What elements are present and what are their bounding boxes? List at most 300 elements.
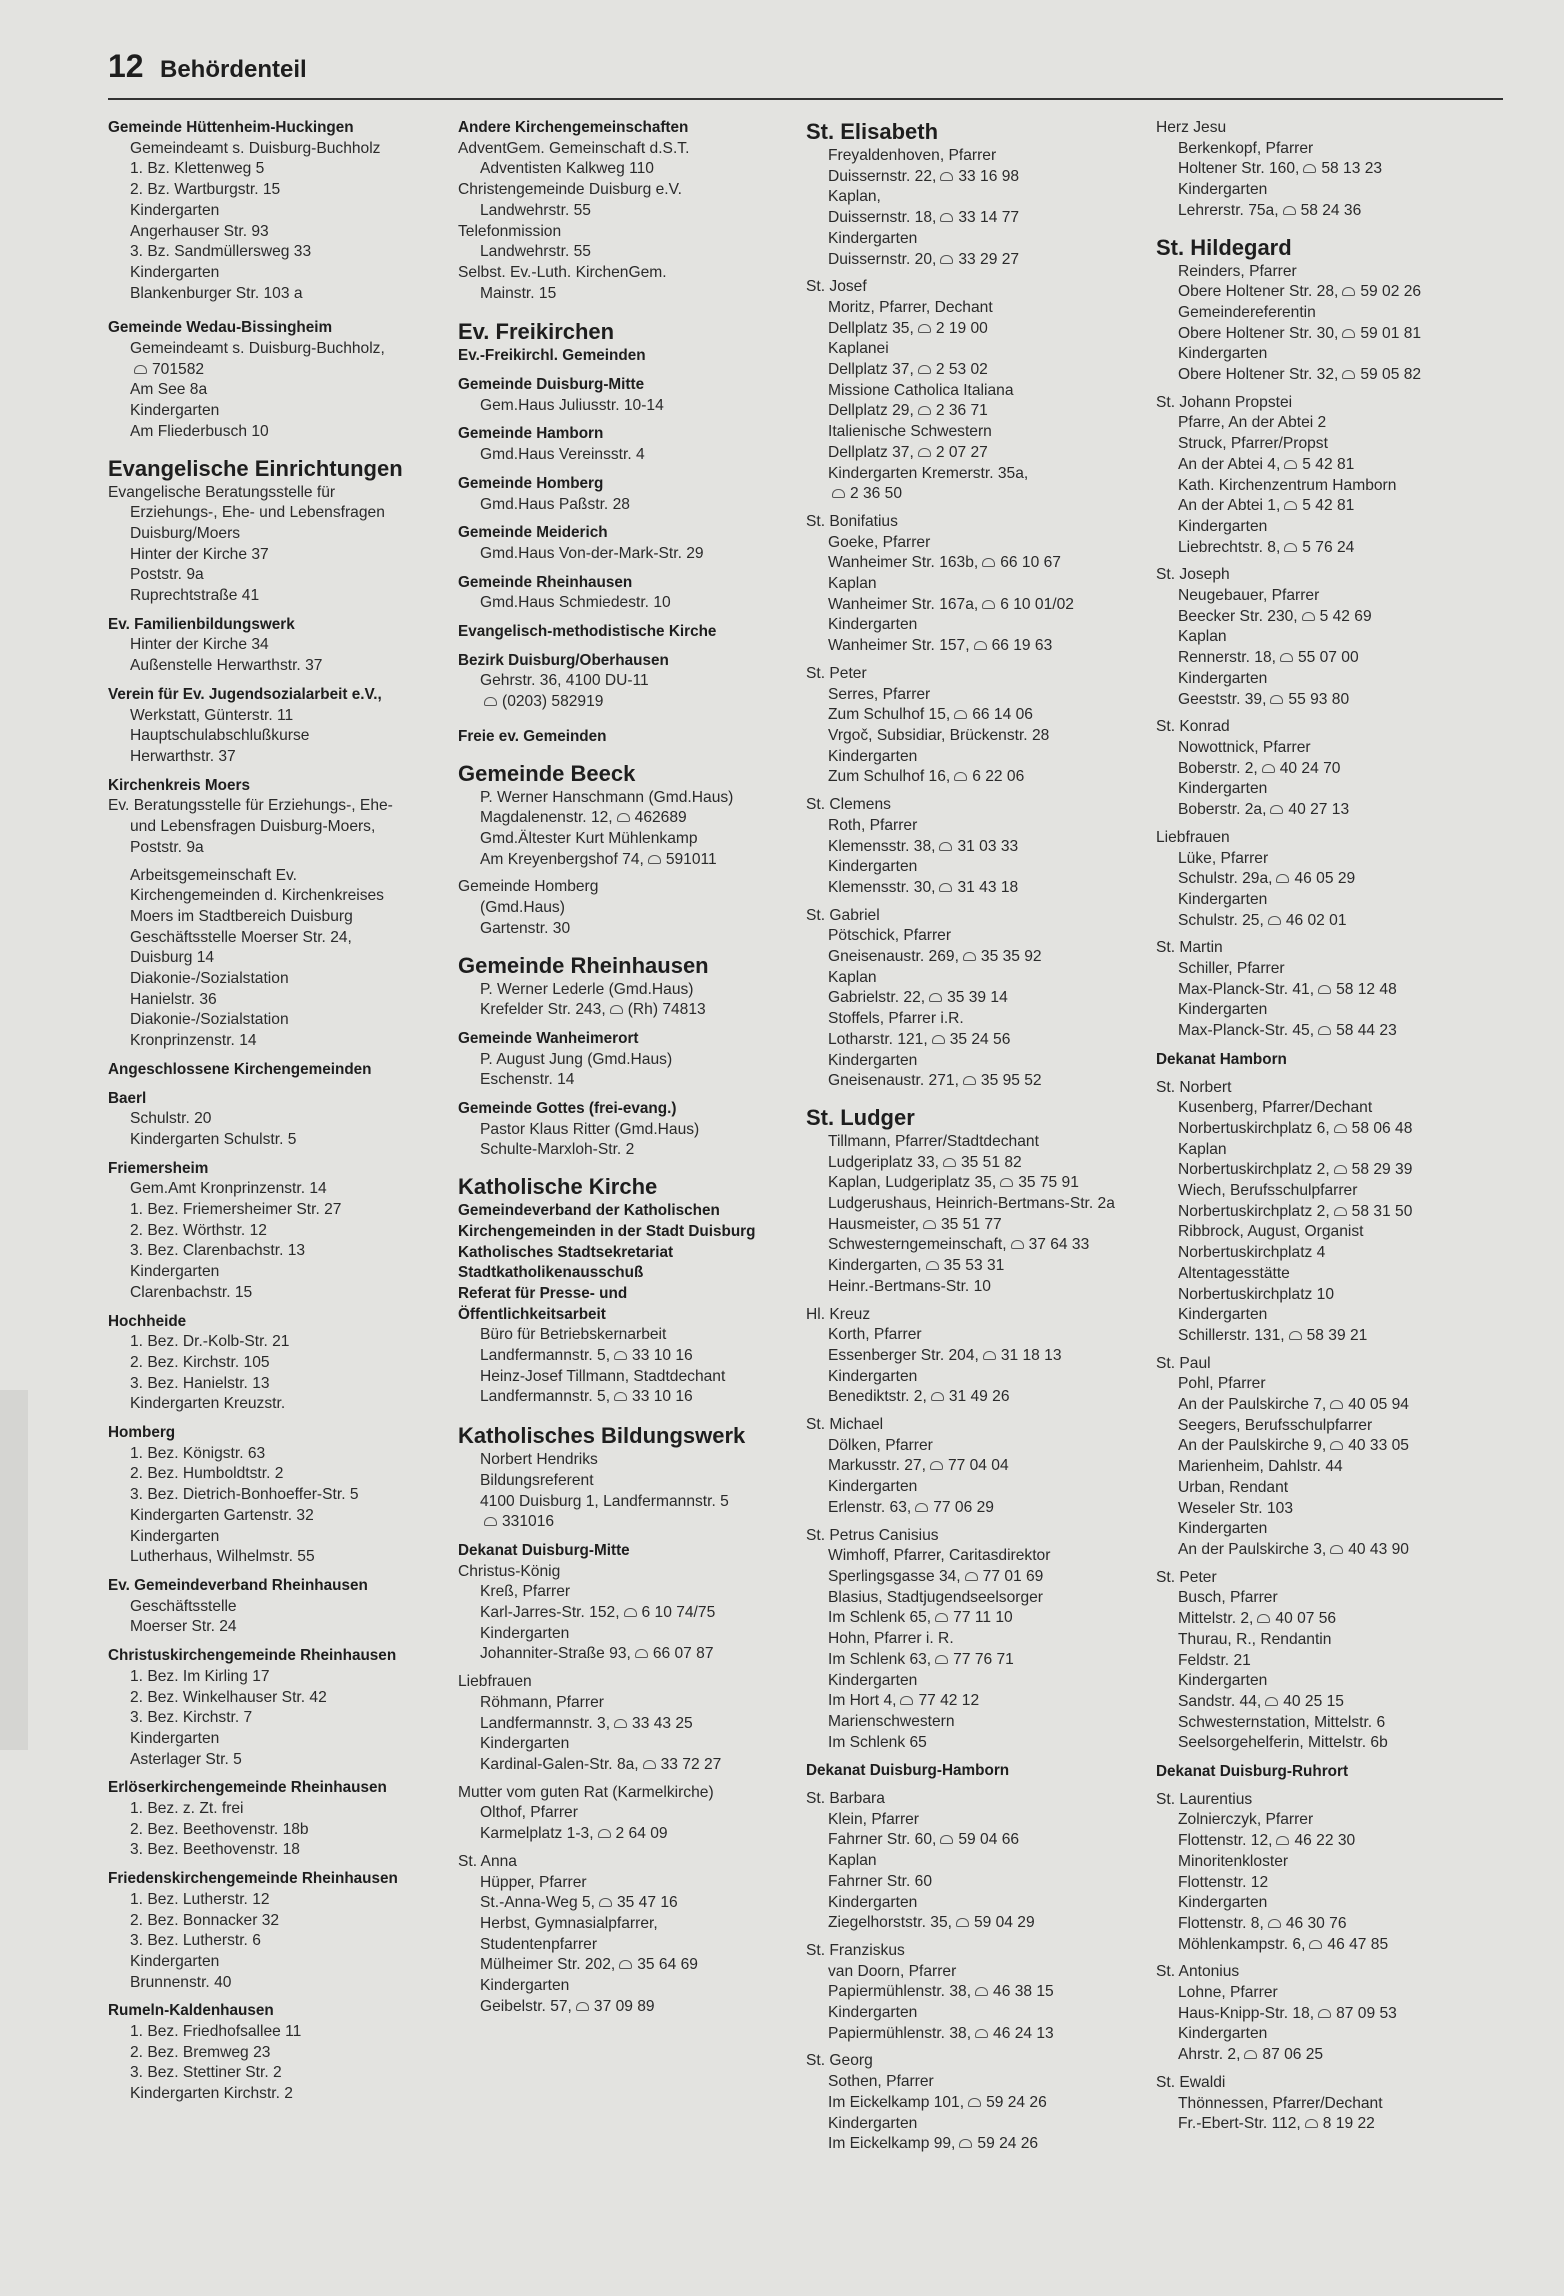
entry-line <box>1156 538 1501 559</box>
entry-text: Urban, Rendant <box>1178 1478 1289 1496</box>
entry-line <box>458 495 780 516</box>
telephone-icon <box>982 558 995 567</box>
entry-text: Gemeinde Meiderich <box>458 524 608 542</box>
entry-line <box>108 635 408 656</box>
entry-line <box>108 503 408 524</box>
entry-text: Kindergarten <box>130 1263 220 1281</box>
entry-text: St. Gabriel <box>806 906 880 924</box>
entry-text: Kindergarten <box>1178 517 1268 535</box>
telephone-icon <box>915 1503 928 1512</box>
phone-number: 701582 <box>152 360 205 378</box>
entry-text: Evangelisch-methodistische Kirche <box>458 623 717 641</box>
entry-text: St. Johann Propstei <box>1156 393 1293 411</box>
entry-line <box>1156 1326 1501 1347</box>
entry-line <box>108 1464 408 1485</box>
entry-text: 4100 Duisburg 1, Landfermannstr. 5 <box>480 1492 729 1510</box>
telephone-icon <box>1303 164 1316 173</box>
entry-line <box>806 553 1146 574</box>
directory-column-3 <box>806 118 1146 2155</box>
phone-number: 40 07 56 <box>1275 1610 1337 1628</box>
entry-line <box>458 1325 780 1346</box>
entry-text: Hüpper, Pfarrer <box>480 1873 587 1891</box>
entry-line <box>806 1712 1146 1733</box>
entry-line <box>806 2072 1146 2093</box>
section-heading <box>458 1243 780 1264</box>
section-heading <box>108 685 408 706</box>
entry-line <box>458 1000 780 1021</box>
entry-line <box>458 201 780 222</box>
entry-text: Wanheimer Str. 157, <box>828 637 970 655</box>
entry-text: van Doorn, Pfarrer <box>828 1962 957 1980</box>
entry-text: Dekanat Duisburg-Ruhrort <box>1156 1763 1349 1781</box>
entry-text: Hanielstr. 36 <box>130 990 217 1008</box>
entry-text: Gehrstr. 36, 4100 DU-11 <box>480 672 649 690</box>
entry-text: Evangelische Einrichtungen <box>108 455 403 481</box>
entry-text: Studentenpfarrer <box>480 1935 598 1953</box>
entry-line <box>458 1873 780 1894</box>
telephone-icon <box>935 1655 948 1664</box>
telephone-icon <box>983 1351 996 1360</box>
entry-text: 1. Bez. Friedhofsallee 11 <box>130 2023 302 2041</box>
entry-text: Telefonmission <box>458 222 562 240</box>
entry-line <box>1156 1733 1501 1754</box>
entry-line <box>806 1456 1146 1477</box>
entry-text: Kirchenkreis Moers <box>108 776 250 794</box>
telephone-icon <box>1262 764 1275 773</box>
entry-line <box>1156 648 1501 669</box>
entry-line <box>108 1444 408 1465</box>
entry-text: Gemeinde Hamborn <box>458 425 604 443</box>
entry-text: Gabrielstr. 22, <box>828 989 926 1007</box>
section-heading <box>458 651 780 672</box>
entry-line <box>108 817 408 838</box>
entry-text: Norbert Hendriks <box>480 1451 598 1469</box>
entry-line <box>806 1477 1146 1498</box>
phone-number: 66 10 67 <box>1000 554 1061 572</box>
entry-line <box>458 1624 780 1645</box>
entry-text: Kindergarten <box>1178 1306 1268 1324</box>
entry-text: St. Josef <box>806 278 867 296</box>
directory-column-2 <box>458 118 780 2017</box>
entry-text: Flottenstr. 12, <box>1178 1832 1273 1850</box>
entry-text: Geibelstr. 57, <box>480 1997 572 2015</box>
entry-line <box>108 1394 408 1415</box>
entry-line <box>458 544 780 565</box>
section-heading <box>108 1576 408 1597</box>
telephone-icon <box>975 2029 988 2038</box>
entry-text: Haus-Knipp-Str. 18, <box>1178 2004 1315 2022</box>
entry-line <box>806 1810 1146 1831</box>
telephone-icon <box>930 1461 943 1470</box>
phone-number: 59 02 26 <box>1360 283 1422 301</box>
phone-number: 35 47 16 <box>617 1894 678 1912</box>
phone-number: 58 13 23 <box>1321 160 1383 178</box>
entry-text: Johanniter-Straße 93, <box>480 1645 631 1663</box>
telephone-icon <box>932 1035 945 1044</box>
telephone-icon <box>614 1392 627 1401</box>
entry-text: Kindergarten <box>828 1478 918 1496</box>
entry-line <box>108 159 408 180</box>
entry-text: Herwarthstr. 37 <box>130 747 236 765</box>
section-heading <box>108 1312 408 1333</box>
telephone-icon <box>1276 874 1289 883</box>
entry-text: Schulte-Marxloh-Str. 2 <box>480 1141 635 1159</box>
entry-line <box>806 1030 1146 1051</box>
entry-text: Ludgerushaus, Heinrich-Bertmans-Str. 2a <box>828 1195 1115 1213</box>
section-heading <box>108 455 408 483</box>
entry-line <box>1156 1354 1501 1375</box>
directory-column-4 <box>1156 118 1501 2135</box>
entry-text: Kaplan <box>1178 1140 1227 1158</box>
entry-text: Italienische Schwestern <box>828 423 992 441</box>
entry-line <box>1156 118 1501 139</box>
entry-line <box>458 1562 780 1583</box>
phone-number: 55 07 00 <box>1297 649 1359 667</box>
entry-text: Im Schlenk 65, <box>828 1609 932 1627</box>
entry-line <box>108 726 408 747</box>
telephone-icon <box>1284 543 1297 552</box>
entry-line <box>806 2093 1146 2114</box>
entry-line <box>806 1830 1146 1851</box>
entry-text: St. Franziskus <box>806 1941 905 1959</box>
entry-text: St. Paul <box>1156 1354 1211 1372</box>
entry-text: Klemensstr. 30, <box>828 878 936 896</box>
entry-line <box>108 2022 408 2043</box>
entry-text: St. Konrad <box>1156 718 1230 736</box>
entry-text: Geschäftsstelle <box>130 1597 237 1615</box>
entry-text: Geeststr. 39, <box>1178 690 1267 708</box>
entry-line <box>1156 1000 1501 1021</box>
entry-text: Marienschwestern <box>828 1712 955 1730</box>
phone-number: 5 76 24 <box>1302 538 1355 556</box>
entry-text: Diakonie-/Sozialstation <box>130 1011 289 1029</box>
phone-number: 2 36 50 <box>850 485 903 503</box>
entry-line <box>806 906 1146 927</box>
entry-line <box>1156 759 1501 780</box>
entry-line <box>806 1691 1146 1712</box>
entry-text: Büro für Betriebskernarbeit <box>480 1326 667 1344</box>
entry-line <box>806 2051 1146 2072</box>
entry-line <box>1156 496 1501 517</box>
entry-line <box>1156 1416 1501 1437</box>
phone-number: 37 64 33 <box>1028 1236 1090 1254</box>
entry-text: Kardinal-Galen-Str. 8a, <box>480 1756 639 1773</box>
entry-text: St. Petrus Canisius <box>806 1526 939 1544</box>
phone-number: 58 12 48 <box>1336 980 1397 998</box>
telephone-icon <box>1330 1400 1343 1409</box>
entry-line <box>1156 690 1501 711</box>
phone-number: 40 25 15 <box>1283 1692 1344 1710</box>
phone-number: 33 29 27 <box>958 250 1020 268</box>
entry-text: Gemeindeverband der Katholischen <box>458 1202 720 1220</box>
entry-line <box>458 919 780 940</box>
entry-text: 3. Bez. Beethovenstr. 18 <box>130 1841 300 1859</box>
entry-line <box>1156 1285 1501 1306</box>
entry-text: Referat für Presse- und <box>458 1284 628 1302</box>
entry-text: Duissernstr. 22, <box>828 167 937 185</box>
entry-line <box>108 1952 408 1973</box>
entry-text: Im Eickelkamp 101, <box>828 2093 965 2111</box>
entry-text: Boberstr. 2a, <box>1178 801 1267 819</box>
entry-line <box>806 2003 1146 2024</box>
page-number: 12 <box>108 48 144 84</box>
entry-line <box>1156 800 1501 821</box>
entry-text: AdventGem. Gemeinschaft d.S.T. <box>458 139 690 157</box>
telephone-icon <box>1289 1331 1302 1340</box>
telephone-icon <box>832 489 845 498</box>
entry-text: Gmd.Haus Von-der-Mark-Str. 29 <box>480 544 704 562</box>
phone-number: 59 24 26 <box>977 2135 1039 2153</box>
entry-text: Geschäftsstelle Moerser Str. 24, <box>130 928 352 946</box>
phone-number: 591011 <box>665 850 717 868</box>
entry-text: Duissernstr. 18, <box>828 209 937 227</box>
entry-text: St. Laurentius <box>1156 1790 1253 1808</box>
telephone-icon <box>624 1608 637 1617</box>
entry-line <box>1156 1395 1501 1416</box>
entry-line <box>108 1506 408 1527</box>
entry-text: Mülheimer Str. 202, <box>480 1956 616 1974</box>
entry-text: Am See 8a <box>130 381 208 399</box>
entry-line <box>458 593 780 614</box>
phone-number: 77 04 04 <box>947 1457 1009 1475</box>
entry-line <box>1156 324 1501 345</box>
phone-number: 35 53 31 <box>943 1257 1005 1275</box>
entry-line <box>458 242 780 263</box>
telephone-icon <box>1330 1545 1343 1554</box>
section-heading <box>108 1423 408 1444</box>
entry-line <box>108 139 408 160</box>
entry-line <box>108 1353 408 1374</box>
entry-text: Tillmann, Pfarrer/Stadtdechant <box>828 1132 1039 1150</box>
entry-line <box>1156 1436 1501 1457</box>
entry-line <box>1156 365 1501 386</box>
section-heading <box>108 1159 408 1180</box>
entry-text: Feldstr. 21 <box>1178 1651 1251 1669</box>
entry-line <box>1156 1374 1501 1395</box>
entry-line <box>1156 159 1501 180</box>
phone-number: 77 42 12 <box>918 1692 980 1710</box>
entry-text: Ahrstr. 2, <box>1178 2046 1241 2064</box>
phone-number: 58 31 50 <box>1351 1202 1413 1220</box>
entry-text: Christus-König <box>458 1562 561 1580</box>
entry-line <box>458 788 780 809</box>
phone-number: 31 49 26 <box>948 1388 1010 1406</box>
entry-text: Kaplanei <box>828 340 889 358</box>
telephone-icon <box>1342 370 1355 379</box>
entry-text: St. Peter <box>806 664 867 682</box>
entry-line <box>458 1367 780 1388</box>
entry-line <box>1156 1873 1501 1894</box>
entry-text: Andere Kirchengemeinschaften <box>458 119 689 136</box>
entry-text: Gem.Amt Kronprinzenstr. 14 <box>130 1180 327 1198</box>
entry-line <box>806 685 1146 706</box>
telephone-icon <box>1318 985 1331 994</box>
section-heading <box>458 1222 780 1243</box>
entry-text: Gmd.Haus Paßstr. 28 <box>480 495 630 513</box>
entry-text: 1. Bez. Dr.-Kolb-Str. 21 <box>130 1333 290 1351</box>
entry-line <box>108 948 408 969</box>
entry-text: Ribbrock, August, Organist <box>1178 1223 1364 1241</box>
entry-line <box>458 284 780 305</box>
entry-text: Liebrechtstr. 8, <box>1178 538 1281 556</box>
entry-line <box>1156 1831 1501 1852</box>
entry-text: Kindergarten Schulstr. 5 <box>130 1130 297 1148</box>
entry-text: Kindergarten <box>480 1977 570 1995</box>
entry-text: Dekanat Hamborn <box>1156 1050 1287 1068</box>
entry-line <box>806 1872 1146 1893</box>
entry-line <box>458 877 780 898</box>
entry-line <box>1156 455 1501 476</box>
entry-line <box>108 1688 408 1709</box>
phone-number: 6 10 01/02 <box>1000 595 1074 613</box>
entry-text: 2. Bez. Winkelhauser Str. 42 <box>130 1688 327 1706</box>
entry-text: 1. Bez. Königstr. 63 <box>130 1444 266 1462</box>
entry-line <box>1156 1243 1501 1264</box>
entry-line <box>806 1387 1146 1408</box>
entry-line <box>806 1588 1146 1609</box>
telephone-icon <box>1270 695 1283 704</box>
entry-line <box>108 524 408 545</box>
entry-text: Dekanat Duisburg-Hamborn <box>806 1762 1010 1780</box>
entry-line <box>108 1374 408 1395</box>
entry-line <box>1156 828 1501 849</box>
entry-line <box>806 381 1146 402</box>
entry-text: Kaplan <box>828 1852 877 1870</box>
entry-text: Fahrner Str. 60, <box>828 1831 937 1849</box>
entry-line <box>1156 1983 1501 2004</box>
telephone-icon <box>598 1829 611 1838</box>
entry-line <box>1156 669 1501 690</box>
entry-line <box>1156 1202 1501 1223</box>
telephone-icon <box>923 1220 936 1229</box>
entry-text: Liebfrauen <box>458 1673 532 1691</box>
phone-number: 46 22 30 <box>1294 1832 1356 1850</box>
entry-text: Gemeinde Wedau-Bissingheim <box>108 319 333 337</box>
entry-text: Fahrner Str. 60 <box>828 1872 933 1890</box>
entry-text: Evangelische Beratungsstelle für <box>108 483 336 501</box>
entry-line <box>458 396 780 417</box>
telephone-icon <box>954 710 967 719</box>
entry-line <box>806 277 1146 298</box>
telephone-icon <box>1276 1836 1289 1845</box>
section-heading <box>458 424 780 445</box>
entry-text: Zum Schulhof 16, <box>828 768 951 786</box>
entry-text: Landfermannstr. 5, <box>480 1347 611 1365</box>
phone-number: 46 30 76 <box>1285 1914 1347 1932</box>
entry-text: 2. Bez. Humboldtstr. 2 <box>130 1465 284 1483</box>
entry-line <box>1156 1671 1501 1692</box>
telephone-icon <box>918 324 931 333</box>
entry-text: Kindergarten <box>1178 181 1268 199</box>
entry-line <box>1156 1651 1501 1672</box>
entry-text: Obere Holtener Str. 32, <box>1178 366 1339 384</box>
entry-text: Max-Planck-Str. 45, <box>1178 1022 1315 1040</box>
entry-text: 3. Bez. Kirchstr. 7 <box>130 1709 253 1727</box>
telephone-icon <box>1342 329 1355 338</box>
entry-text: St. Barbara <box>806 1790 885 1808</box>
entry-line <box>458 1935 780 1956</box>
entry-text: Norbertuskirchplatz 2, <box>1178 1161 1330 1179</box>
entry-line <box>806 595 1146 616</box>
entry-text: Gemeinde Rheinhausen <box>458 952 709 978</box>
entry-line <box>1156 1962 1501 1983</box>
entry-text: Homberg <box>108 1424 176 1442</box>
entry-text: Kindergarten <box>828 1893 918 1911</box>
entry-line <box>1156 1457 1501 1478</box>
section-heading <box>458 573 780 594</box>
phone-number: 59 01 81 <box>1360 324 1422 342</box>
entry-line <box>806 1436 1146 1457</box>
entry-text: Am Fliederbusch 10 <box>130 422 269 440</box>
entry-line <box>1156 738 1501 759</box>
entry-text: Pötschick, Pfarrer <box>828 927 952 945</box>
phone-number: 77 11 10 <box>953 1609 1013 1627</box>
entry-line <box>806 229 1146 250</box>
phone-number: 33 10 16 <box>632 1388 693 1406</box>
phone-number: 40 43 90 <box>1348 1541 1409 1558</box>
section-heading <box>458 1201 780 1222</box>
entry-line <box>108 1617 408 1638</box>
telephone-icon <box>940 1835 953 1844</box>
entry-text: und Lebensfragen Duisburg-Moers, <box>130 818 376 836</box>
entry-line <box>108 242 408 263</box>
phone-number: 33 43 25 <box>632 1714 693 1732</box>
entry-line <box>108 990 408 1011</box>
entry-text: Kindergarten <box>1178 669 1268 687</box>
entry-text: Duisburg/Moers <box>130 524 241 542</box>
entry-text: Kindergarten <box>1178 1672 1268 1690</box>
entry-line <box>1156 1692 1501 1713</box>
entry-text: Heinz-Josef Tillmann, Stadtdechant <box>480 1367 726 1385</box>
entry-text: Beecker Str. 230, <box>1178 607 1298 625</box>
entry-line <box>108 360 408 381</box>
entry-text: Kirchengemeinden d. Kirchenkreises <box>130 887 384 905</box>
entry-text: Kindergarten <box>130 1527 220 1545</box>
entry-line <box>458 1803 780 1824</box>
entry-text: (Gmd.Haus) <box>480 899 565 917</box>
phone-number: 33 10 16 <box>632 1347 693 1365</box>
telephone-icon <box>954 772 967 781</box>
phone-number: 55 93 80 <box>1288 690 1350 708</box>
entry-text: Kirchengemeinden in der Stadt Duisburg <box>458 1222 756 1240</box>
entry-text: Kindergarten <box>828 229 918 247</box>
entry-line <box>806 926 1146 947</box>
entry-text: Kaplan, Ludgeriplatz 35, <box>828 1174 997 1192</box>
entry-text: Poststr. 9a <box>130 566 204 584</box>
entry-line <box>108 222 408 243</box>
telephone-icon <box>956 1918 969 1927</box>
entry-text: Kindergarten Kreuzstr. <box>130 1395 286 1413</box>
entry-text: Schwesterngemeinschaft, <box>828 1236 1007 1254</box>
section-heading <box>458 346 780 367</box>
section-heading <box>458 1305 780 1326</box>
section-heading <box>108 776 408 797</box>
telephone-icon <box>599 1898 612 1907</box>
entry-line <box>1156 1810 1501 1831</box>
phone-number: 37 09 89 <box>593 1997 655 2015</box>
entry-text: 3. Bez. Lutherstr. 6 <box>130 1932 261 1950</box>
entry-line <box>1156 938 1501 959</box>
entry-line <box>1156 607 1501 628</box>
entry-line <box>108 1911 408 1932</box>
entry-text: Sothen, Pfarrer <box>828 2073 934 2091</box>
entry-text: Weseler Str. 103 <box>1178 1499 1293 1517</box>
telephone-icon <box>940 213 953 222</box>
entry-line <box>1156 393 1501 414</box>
entry-line <box>1156 2094 1501 2115</box>
phone-number: 2 53 02 <box>935 361 988 379</box>
entry-line <box>806 298 1146 319</box>
